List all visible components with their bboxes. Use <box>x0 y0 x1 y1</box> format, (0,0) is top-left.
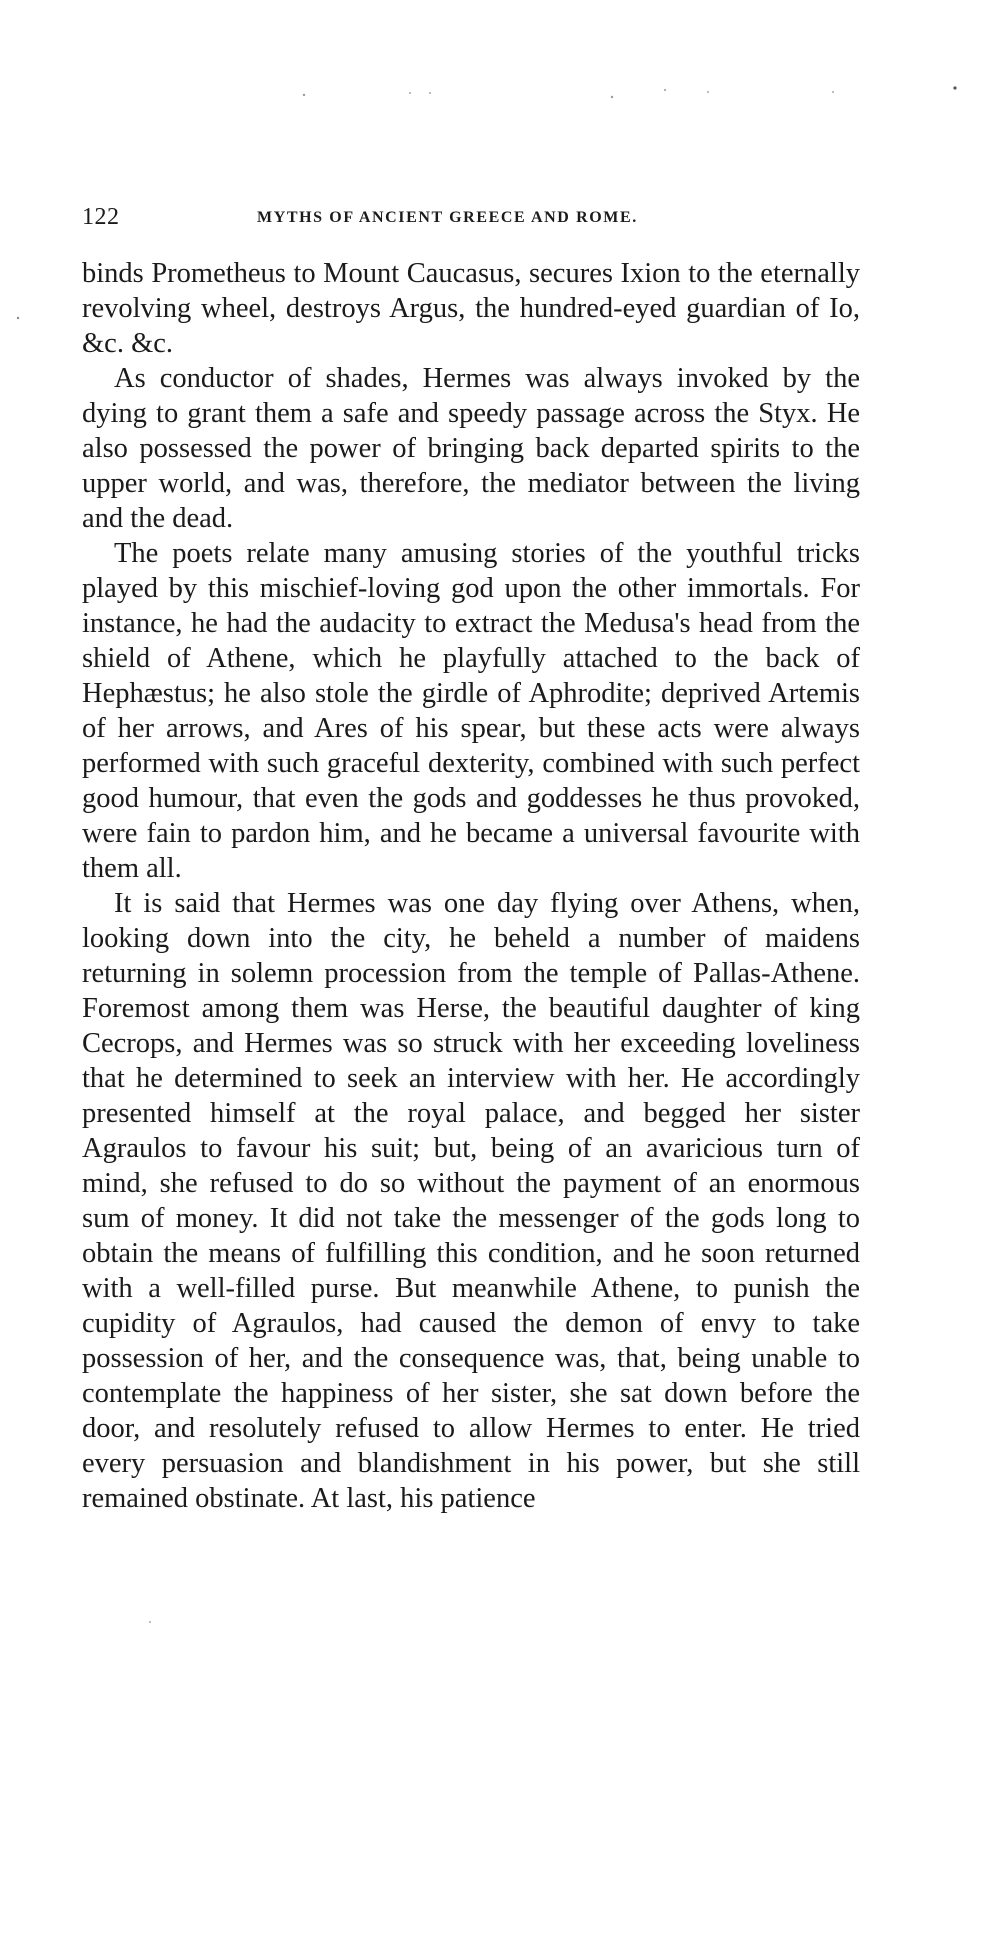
speck <box>429 92 431 94</box>
running-title: MYTHS OF ANCIENT GREECE AND ROME. <box>257 209 638 226</box>
speck <box>149 1621 151 1623</box>
page-number: 122 <box>82 204 120 230</box>
speck <box>664 89 666 91</box>
page-header <box>82 204 882 244</box>
speck <box>707 91 709 93</box>
paragraph-youthful-tricks: The poets relate many amusing stories of the youthful tricks played by this mischief-loving god upon the other immortals. For instance, he had the audacity to extract the Medusa's head from the shield of Athene, which he playfully attached to the back of Hephæstus; he also stole the girdle of Aphrodite; deprived Artemis of her arrows, and Ares of his spear, but these acts were always performed with such graceful dexterity, combined with such perfect good humour, that even the gods and goddesses he thus provoked, were fain to pardon him, and he became a universal favourite with them all. <box>82 538 860 884</box>
speck <box>611 96 613 98</box>
paragraph-conductor-of-shades: As conductor of shades, Hermes was always invoked by the dying to grant them a safe and speedy passage across the Styx. He also possessed the power of bringing back departed spirits to the upper world, and was, therefore, the mediator between the living and the dead. <box>82 363 860 534</box>
paragraph-continuation: binds Prometheus to Mount Caucasus, secures Ixion to the eternally revolving wheel, destroys Argus, the hundred-eyed guardian of Io, &c. &c. <box>82 258 860 359</box>
speck <box>303 94 305 96</box>
speck <box>409 92 411 94</box>
paragraph-hermes-and-herse: It is said that Hermes was one day flying over Athens, when, looking down into the city, he beheld a number of maidens returning in solemn procession from the temple of Pallas-Athene. Foremost among them was Herse, the beautiful daughter of king Cecrops, and Hermes was so struck with her exceeding loveliness that he determined to seek an interview with her. He accordingly presented himself at the royal palace, and begged her sister Agraulos to favour his suit; but, being of an avaricious turn of mind, she refused to do so without the payment of an enormous sum of money. It did not take the messenger of the gods long to obtain the means of fulfilling this condition, and he soon returned with a well-filled purse. But meanwhile Athene, to punish the cupidity of Agraulos, had caused the demon of envy to take possession of her, and the consequence was, that, being unable to contemplate the happiness of her sister, she sat down before the door, and resolutely refused to allow Hermes to enter. He tried every persuasion and blandishment in his power, but she still remained obstinate. At last, his patience <box>82 888 860 1514</box>
speck <box>953 86 956 89</box>
speck <box>17 317 19 319</box>
speck <box>832 91 834 93</box>
page-body <box>82 256 860 1516</box>
